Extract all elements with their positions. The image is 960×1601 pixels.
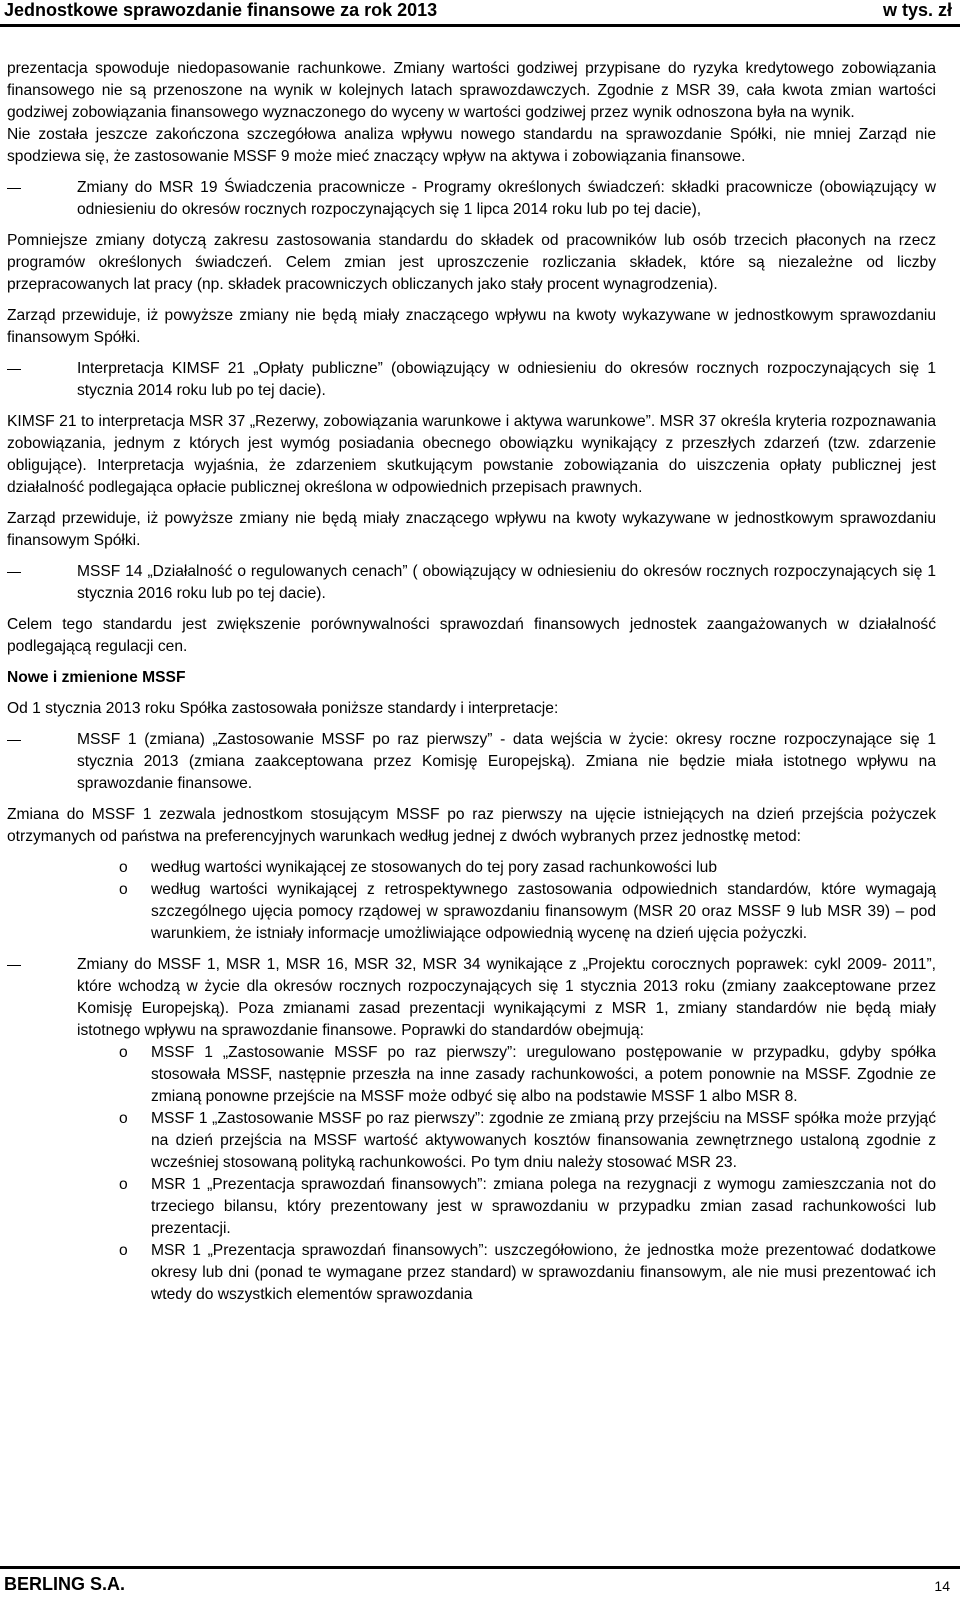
paragraph: Zarząd przewiduje, iż powyższe zmiany nie będą miały znaczącego wpływu na kwoty wykazywane w jednostkowym sprawozdaniu finansowym Spółki. [7,307,936,346]
dash-list-item [7,177,936,221]
list-item-text: według wartości wynikającej z retrospektywnego zastosowania odpowiednich standardów, które wymagają szczególnego ujęcia pomocy rządowej w sprawozdaniu finansowym (MSR 20 oraz MSSF 9 lub MSR 39) – pod warunkiem, że istniały informacje umożliwiające odpowiednią wycenę na dzień ujęcia pożyczki. [151,881,936,942]
paragraph: Celem tego standardu jest zwiększenie porównywalności sprawozdań finansowych jednostek zaangażowanych w działalność podlegającą regulacji cen. [7,616,936,655]
circle-bullet-icon: o [119,881,128,898]
list-item-text: Zmiany do MSSF 1, MSR 1, MSR 16, MSR 32, MSR 34 wynikające z „Projektu corocznych poprawek: cykl 2009- 2011”, które wchodzą w życie dla okresów rocznych rozpoczynających się 1 stycznia 2013 roku (zmiany zaakceptowane przez Komisję Europejską). Poza zmianami zasad prezentacji wynikającymi z MSR 1, zmiany standardów nie będą miały istotnego wpływu na sprawozdanie finansowe. Poprawki do standardów obejmują: [77,956,936,1039]
dash-bullet-icon [7,965,21,966]
paragraph: Zarząd przewiduje, iż powyższe zmiany nie będą miały znaczącego wpływu na kwoty wykazywane w jednostkowym sprawozdaniu finansowym Spółki. [7,510,936,549]
circle-bullet-icon: o [119,1176,128,1193]
sub-list [7,857,936,945]
sub-list-item [7,1174,936,1240]
unit-label: w tys. zł [882,0,952,20]
page-number: 14 [934,1578,950,1594]
dash-bullet-icon [7,369,21,370]
page-footer [0,1566,960,1601]
document-body [7,58,936,1315]
header-rule [0,24,960,27]
paragraph: Nie została jeszcze zakończona szczegółowa analiza wpływu nowego standardu na sprawozdanie Spółki, nie mniej Zarząd nie spodziewa się, że zastosowanie MSSF 9 może mieć znaczący wpływ na aktywa i zobowiązania finansowe. [7,126,936,165]
dash-list-item [7,561,936,605]
sub-list-item [7,1240,936,1306]
list-item-text: MSR 1 „Prezentacja sprawozdań finansowych”: uszczegółowiono, że jednostka może prezentować dodatkowe okresy lub dni (ponad te wymagane przez standard) w sprawozdaniu finansowym, ale nie musi prezentować ich wtedy do wszystkich elementów sprawozdania [151,1242,936,1303]
paragraph: Zmiana do MSSF 1 zezwala jednostkom stosującym MSSF po raz pierwszy na ujęcie istniejących na dzień przejścia pożyczek otrzymanych od państwa na preferencyjnych warunkach według jednej z dwóch wybranych przez jednostkę metod: [7,806,936,845]
list-item-text: według wartości wynikającej ze stosowanych do tej pory zasad rachunkowości lub [151,859,717,876]
paragraph: Pomniejsze zmiany dotyczą zakresu zastosowania standardu do składek od pracowników lub osób trzecich płaconych na rzecz programów określonych świadczeń. Celem zmian jest uproszczenie rozliczania składek, które są niezależne od liczby przepracowanych lat pracy (np. składek pracowniczych obliczanych jako stały procent wynagrodzenia). [7,232,936,293]
section-heading: Nowe i zmienione MSSF [7,669,186,686]
sub-list-item [7,879,936,945]
dash-bullet-icon [7,188,21,189]
sub-list-item [7,857,936,879]
company-name: BERLING S.A. [4,1574,126,1594]
footer-rule [0,1566,960,1569]
dash-list-item [7,954,936,1042]
list-item-text: MSSF 1 „Zastosowanie MSSF po raz pierwszy”: zgodnie ze zmianą przy przejściu na MSSF spółka może przyjąć na dzień przejścia na MSSF wartość aktywowanych kosztów finansowania zewnętrznego ustaloną zgodnie z wcześniej stosowaną polityką rachunkowości. Po tym dniu należy stosować MSR 23. [151,1110,936,1171]
list-item-text: MSR 1 „Prezentacja sprawozdań finansowych”: zmiana polega na rezygnacji z wymogu zamieszczania not do trzeciego bilansu, który prezentowany jest w sprawozdaniu w przypadku zmian zasad rachunkowości lub prezentacji. [151,1176,936,1237]
list-item-text: MSSF 1 (zmiana) „Zastosowanie MSSF po raz pierwszy” - data wejścia w życie: okresy roczne rozpoczynające się 1 stycznia 2013 (zmiana zaakceptowana przez Komisję Europejską). Zmiana nie będzie miała istotnego wpływu na sprawozdanie finansowe. [77,731,936,792]
dash-bullet-icon [7,572,21,573]
list-item-text: Interpretacja KIMSF 21 „Opłaty publiczne” (obowiązujący w odniesieniu do okresów rocznych rozpoczynających się 1 stycznia 2014 roku lub po tej dacie). [77,360,936,399]
list-item-text: MSSF 14 „Działalność o regulowanych cenach” ( obowiązujący w odniesieniu do okresów rocznych rozpoczynających się 1 stycznia 2016 roku lub po tej dacie). [77,563,936,602]
paragraph: prezentacja spowoduje niedopasowanie rachunkowe. Zmiany wartości godziwej przypisane do ryzyka kredytowego zobowiązania finansowego nie są przenoszone na wynik w kolejnych latach sprawozdawczych. Zgodnie z MSR 39, cała kwota zmian wartości godziwej zobowiązania finansowego wyznaczonego do wyceny w wartości godziwej przez wynik odnoszona była na wynik. [7,60,936,121]
dash-list-item [7,358,936,402]
sub-list [7,1042,936,1306]
circle-bullet-icon: o [119,1110,128,1127]
paragraph: KIMSF 21 to interpretacja MSR 37 „Rezerwy, zobowiązania warunkowe i aktywa warunkowe”. MSR 37 określa kryteria rozpoznawania zobowiązania, jednym z których jest wymóg posiadania obecnego obowiązku wynikający z przeszłych zdarzeń (tzw. zdarzenie obligujące). Interpretacja wyjaśnia, że zdarzeniem skutkującym powstanie zobowiązania do uiszczenia opłaty publicznej jest działalność podlegająca opłacie publicznej określona w odpowiednich przepisach prawnych. [7,413,936,496]
circle-bullet-icon: o [119,859,128,876]
paragraph: Od 1 stycznia 2013 roku Spółka zastosowała poniższe standardy i interpretacje: [7,700,559,717]
dash-bullet-icon [7,740,21,741]
dash-list-item [7,729,936,795]
list-item-text: Zmiany do MSR 19 Świadczenia pracownicze - Programy określonych świadczeń: składki pracownicze (obowiązujący w odniesieniu do okresów rocznych rozpoczynających się 1 lipca 2014 roku lub po tej dacie), [77,179,936,218]
sub-list-item [7,1042,936,1108]
list-item-text: MSSF 1 „Zastosowanie MSSF po raz pierwszy”: uregulowano postępowanie w przypadku, gdyby spółka stosowała MSSF, następnie przeszła na inne zasady rachunkowości, a potem ponownie na MSSF. Zgodnie ze zmianą ponowne przejście na MSSF może odbyć się albo na podstawie MSSF 1 albo MSR 8. [151,1044,936,1105]
page-header [0,0,960,34]
document-title: Jednostkowe sprawozdanie finansowe za rok 2013 [4,0,438,20]
sub-list-item [7,1108,936,1174]
circle-bullet-icon: o [119,1242,128,1259]
circle-bullet-icon: o [119,1044,128,1061]
